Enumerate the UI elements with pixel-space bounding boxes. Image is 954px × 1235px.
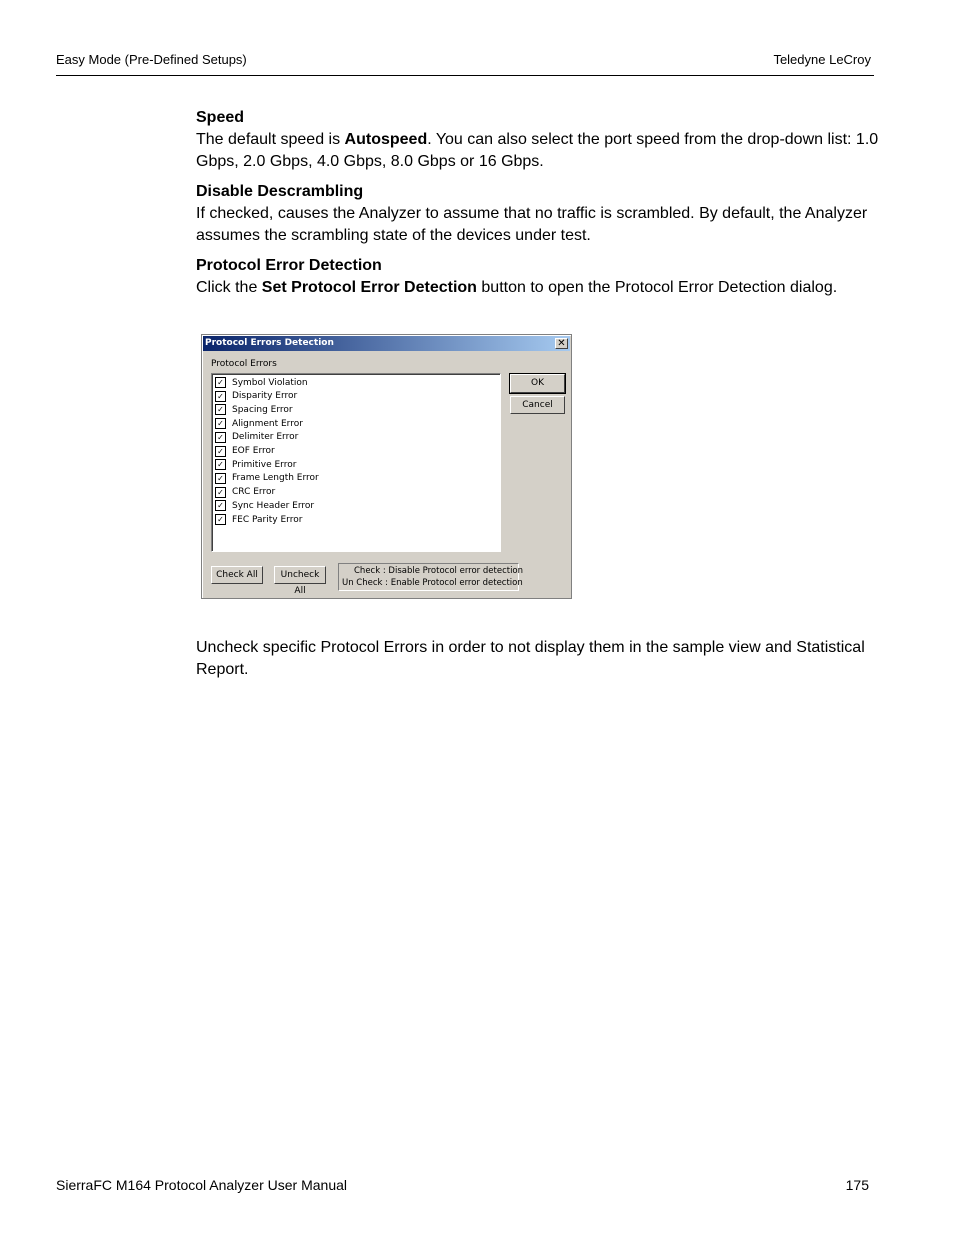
error-checkbox-item[interactable] — [215, 486, 275, 499]
check-legend — [338, 563, 524, 591]
checkbox-checked-icon[interactable]: ✓ — [215, 432, 226, 443]
checkbox-checked-icon[interactable]: ✓ — [215, 446, 226, 457]
checkbox-checked-icon[interactable]: ✓ — [215, 404, 226, 415]
error-checkbox-item[interactable] — [215, 403, 293, 416]
header-rule — [56, 75, 874, 76]
checkbox-checked-icon[interactable]: ✓ — [215, 500, 226, 511]
error-checkbox-item[interactable] — [215, 458, 296, 471]
error-label: CRC Error — [232, 487, 276, 498]
protocol-errors-dialog — [201, 334, 572, 599]
checkbox-checked-icon[interactable]: ✓ — [215, 377, 226, 388]
section-protocol-error-detection — [196, 255, 886, 299]
body-text: Click the — [196, 279, 262, 296]
error-label: Frame Length Error — [232, 473, 319, 484]
error-label: Primitive Error — [232, 459, 297, 470]
running-header-section: Easy Mode (Pre-Defined Setups) — [56, 52, 247, 67]
error-label: Alignment Error — [232, 418, 303, 429]
error-label: FEC Parity Error — [232, 514, 303, 525]
cancel-button[interactable]: Cancel — [510, 396, 565, 414]
error-checkbox-item[interactable] — [215, 472, 319, 485]
section-title: Disable Descrambling — [196, 183, 364, 200]
error-checkbox-item[interactable] — [215, 445, 275, 458]
legend-check-line: Check : Disable Protocol error detection — [354, 566, 524, 576]
error-label: Symbol Violation — [232, 377, 308, 388]
closing-paragraph: Uncheck specific Protocol Errors in order to not display them in the sample view and Statistical Report. — [196, 639, 865, 678]
dialog-titlebar[interactable] — [203, 336, 570, 351]
protocol-errors-list[interactable] — [211, 373, 501, 552]
main-content — [196, 107, 886, 307]
legend-uncheck-line: Un Check : Enable Protocol error detection — [342, 578, 523, 588]
section-title: Speed — [196, 109, 245, 126]
body-emphasis: Set Protocol Error Detection — [261, 279, 477, 296]
section-disable-descrambling — [196, 181, 886, 247]
error-label: Sync Header Error — [232, 500, 315, 511]
error-checkbox-item[interactable] — [215, 499, 314, 512]
error-label: EOF Error — [232, 446, 275, 456]
section-speed — [196, 107, 886, 173]
error-label: Spacing Error — [232, 404, 293, 415]
close-icon[interactable]: ✕ — [555, 338, 568, 349]
uncheck-all-button[interactable]: Uncheck All — [274, 566, 326, 584]
checkbox-checked-icon[interactable]: ✓ — [215, 418, 226, 429]
error-label: Disparity Error — [232, 391, 298, 402]
footer-manual-title: SierraFC M164 Protocol Analyzer User Manual — [56, 1177, 348, 1193]
error-checkbox-item[interactable] — [215, 376, 308, 389]
check-all-button[interactable]: Check All — [211, 566, 263, 584]
body-emphasis: Autospeed — [344, 131, 428, 148]
body-text: . You can also select the port speed from the drop-down list: 1.0 Gbps, 2.0 Gbps, 4.0 Gbps, 8.0 Gbps or 16 Gbps. — [196, 131, 879, 170]
page-number: 175 — [845, 1177, 869, 1193]
checkbox-checked-icon[interactable]: ✓ — [215, 473, 226, 484]
checkbox-checked-icon[interactable]: ✓ — [215, 391, 226, 402]
section-body: If checked, causes the Analyzer to assume that no traffic is scrambled. By default, the Analyzer assumes the scrambling state of the devices under test. — [196, 205, 868, 244]
running-header-publisher: Teledyne LeCroy — [773, 52, 871, 67]
body-text: The default speed is — [196, 131, 345, 148]
error-checkbox-item[interactable] — [215, 431, 298, 444]
error-checkbox-item[interactable] — [215, 390, 297, 403]
checkbox-checked-icon[interactable]: ✓ — [215, 514, 226, 525]
body-text: button to open the Protocol Error Detection dialog. — [476, 279, 838, 296]
section-title: Protocol Error Detection — [196, 257, 382, 274]
protocol-errors-group-label: Protocol Errors — [211, 359, 277, 369]
dialog-title: Protocol Errors Detection — [205, 338, 334, 348]
section-body — [196, 277, 886, 299]
ok-button[interactable]: OK — [510, 374, 565, 393]
error-checkbox-item[interactable] — [215, 513, 302, 526]
checkbox-checked-icon[interactable]: ✓ — [215, 487, 226, 498]
error-checkbox-item[interactable] — [215, 417, 303, 430]
section-body — [196, 129, 886, 173]
checkbox-checked-icon[interactable]: ✓ — [215, 459, 226, 470]
error-label: Delimiter Error — [232, 432, 299, 443]
